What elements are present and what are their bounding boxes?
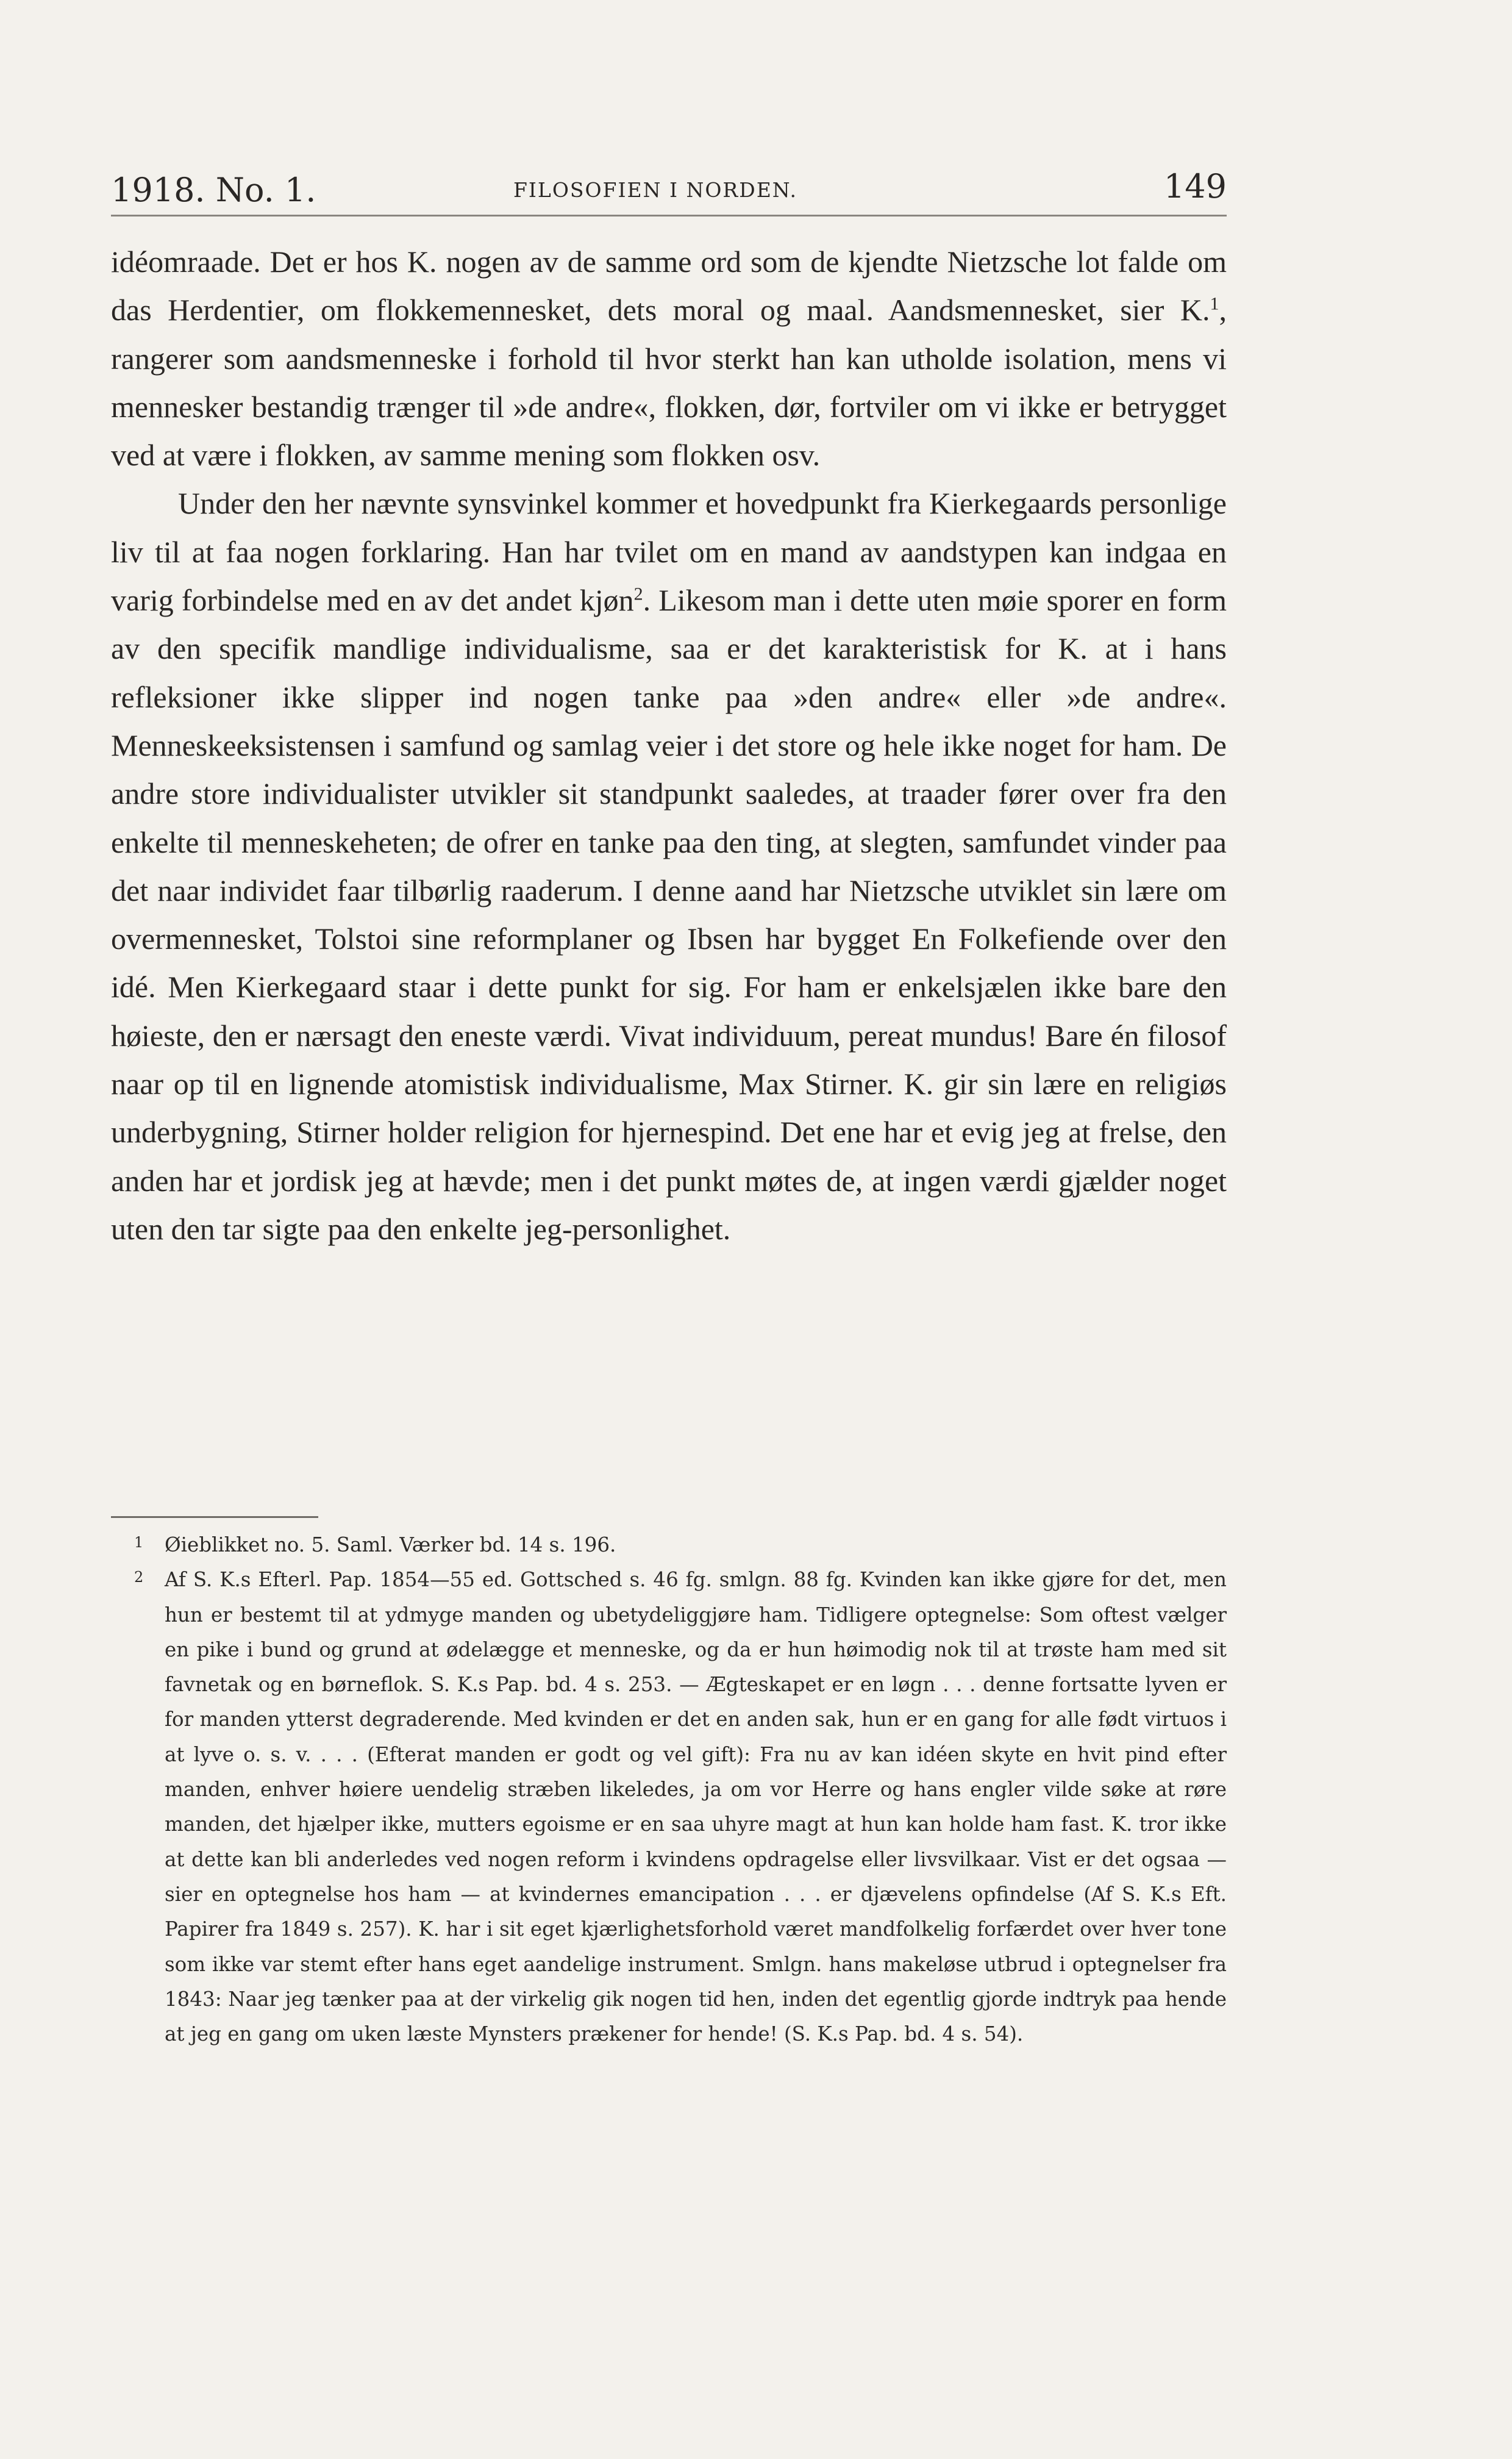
footnotes xyxy=(111,1528,1227,2052)
footnote-number: 1 xyxy=(134,1534,144,1551)
paragraph-text: idéomraade. Det er hos K. nogen av de samme ord som de kjendte Nietzsche lot falde om das Herdentier, om flokkemennesket, dets moral og maal. Aandsmennesket, sier K. xyxy=(111,245,1227,328)
running-title: FILOSOFIEN I NORDEN. xyxy=(513,178,798,202)
main-text xyxy=(111,238,1227,1253)
footnote-ref-2: 2 xyxy=(633,584,643,604)
footnote-rule xyxy=(111,1516,318,1518)
footnote-2 xyxy=(111,1562,1227,2052)
paragraph-text: Under den her nævnte synsvinkel kommer et hovedpunkt fra Kierkegaards personlige liv til at faa nogen forklaring. Han har tvilet om en mand av aandstypen kan indgaa en varig forbindelse med en av det andet kjøn xyxy=(111,486,1227,618)
paragraph-text: . Likesom man i dette uten møie sporer en form av den specifik mandlige individualisme, saa er det karakteristisk for K. at i hans refleksioner ikke slipper ind nogen tanke paa »den andre« eller »de andre«. Menneskeeksistensen i samfund og samlag veier i det store og hele ikke noget for ham. De andre store individualister utvikler sit standpunkt saaledes, at traader fører over fra den enkelte til menneskeheten; de ofrer en tanke paa den ting, at slegten, samfundet vinder paa det naar individet faar tilbørlig raaderum. I denne aand har Nietzsche utviklet sin lære om overmennesket, Tolstoi sine reformplaner og Ibsen har bygget En Folkefiende over den idé. Men Kierkegaard staar i dette punkt for sig. For ham er enkelsjælen ikke bare den høieste, den er nærsagt den eneste værdi. Vivat individuum, pereat mundus! Bare én filosof naar op til en lignende atomistisk individualisme, Max Stirner. K. gir sin lære en religiøs underbygning, Stirner holder religion for hjernespind. Det ene har et evig jeg at frelse, den anden har et jordisk jeg at hævde; men i det punkt møtes de, at ingen værdi gjælder noget uten den tar sigte paa den enkelte jeg-personlighet. xyxy=(111,583,1227,1246)
footnote-1 xyxy=(111,1528,1227,1562)
page-number: 149 xyxy=(1163,167,1227,206)
footnote-text: Øieblikket no. 5. Saml. Værker bd. 14 s. 196. xyxy=(165,1533,616,1556)
paragraph-text: , rangerer som aandsmenneske i forhold til hvor sterkt han kan utholde isolation, mens vi mennesker bestandig trænger til »de andre«, flokken, dør, fortviler om vi ikke er betrygget ved at være i flokken, av samme mening som flokken osv. xyxy=(111,293,1227,473)
running-header xyxy=(111,165,1227,213)
footnote-ref-1: 1 xyxy=(1210,293,1219,314)
journal-issue: 1918. No. 1. xyxy=(111,171,316,209)
footnote-number: 2 xyxy=(134,1569,144,1586)
paragraph-1 xyxy=(111,238,1227,479)
paragraph-2 xyxy=(111,479,1227,1253)
footnote-text: Af S. K.s Efterl. Pap. 1854—55 ed. Gottsched s. 46 fg. smlgn. 88 fg. Kvinden kan ikke gjøre for det, men hun er bestemt til at ydmyge manden og ubetydeliggjøre ham. Tidligere optegnelse: Som oftest vælger en pike i bund og grund at ødelægge et menneske, og da er hun høimodig nok til at trøste ham med sit favnetak og en børneflok. S. K.s Pap. bd. 4 s. 253. — Ægteskapet er en løgn . . . denne fortsatte lyven er for manden ytterst degraderende. Med kvinden er det en anden sak, hun er en gang for alle født virtuos i at lyve o. s. v. . . . (Efterat manden er godt og vel gift): Fra nu av kan idéen skyte en hvit pind efter manden, enhver høiere uendelig stræben likeledes, ja om vor Herre og hans engler vilde søke at røre manden, det hjælper ikke, mutters egoisme er en saa uhyre magt at hun kan holde ham fast. K. tror ikke at dette kan bli anderledes ved nogen reform i kvindens opdragelse eller livsvilkaar. Vist er det ogsaa — sier en optegnelse hos ham — at kvindernes emancipation . . . er djævelens opfindelse (Af S. K.s Eft. Papirer fra 1849 s. 257). K. har i sit eget kjærlighetsforhold været mandfolkelig forfærdet over hver tone som ikke var stemt efter hans eget aandelige instrument. Smlgn. hans makeløse utbrud i optegnelser fra 1843: Naar jeg tænker paa at der virkelig gik nogen tid hen, inden det egentlig gjorde indtryk paa hende at jeg en gang om uken læste Mynsters prækener for hende! (S. K.s Pap. bd. 4 s. 54). xyxy=(165,1568,1227,2046)
header-rule xyxy=(111,215,1227,217)
